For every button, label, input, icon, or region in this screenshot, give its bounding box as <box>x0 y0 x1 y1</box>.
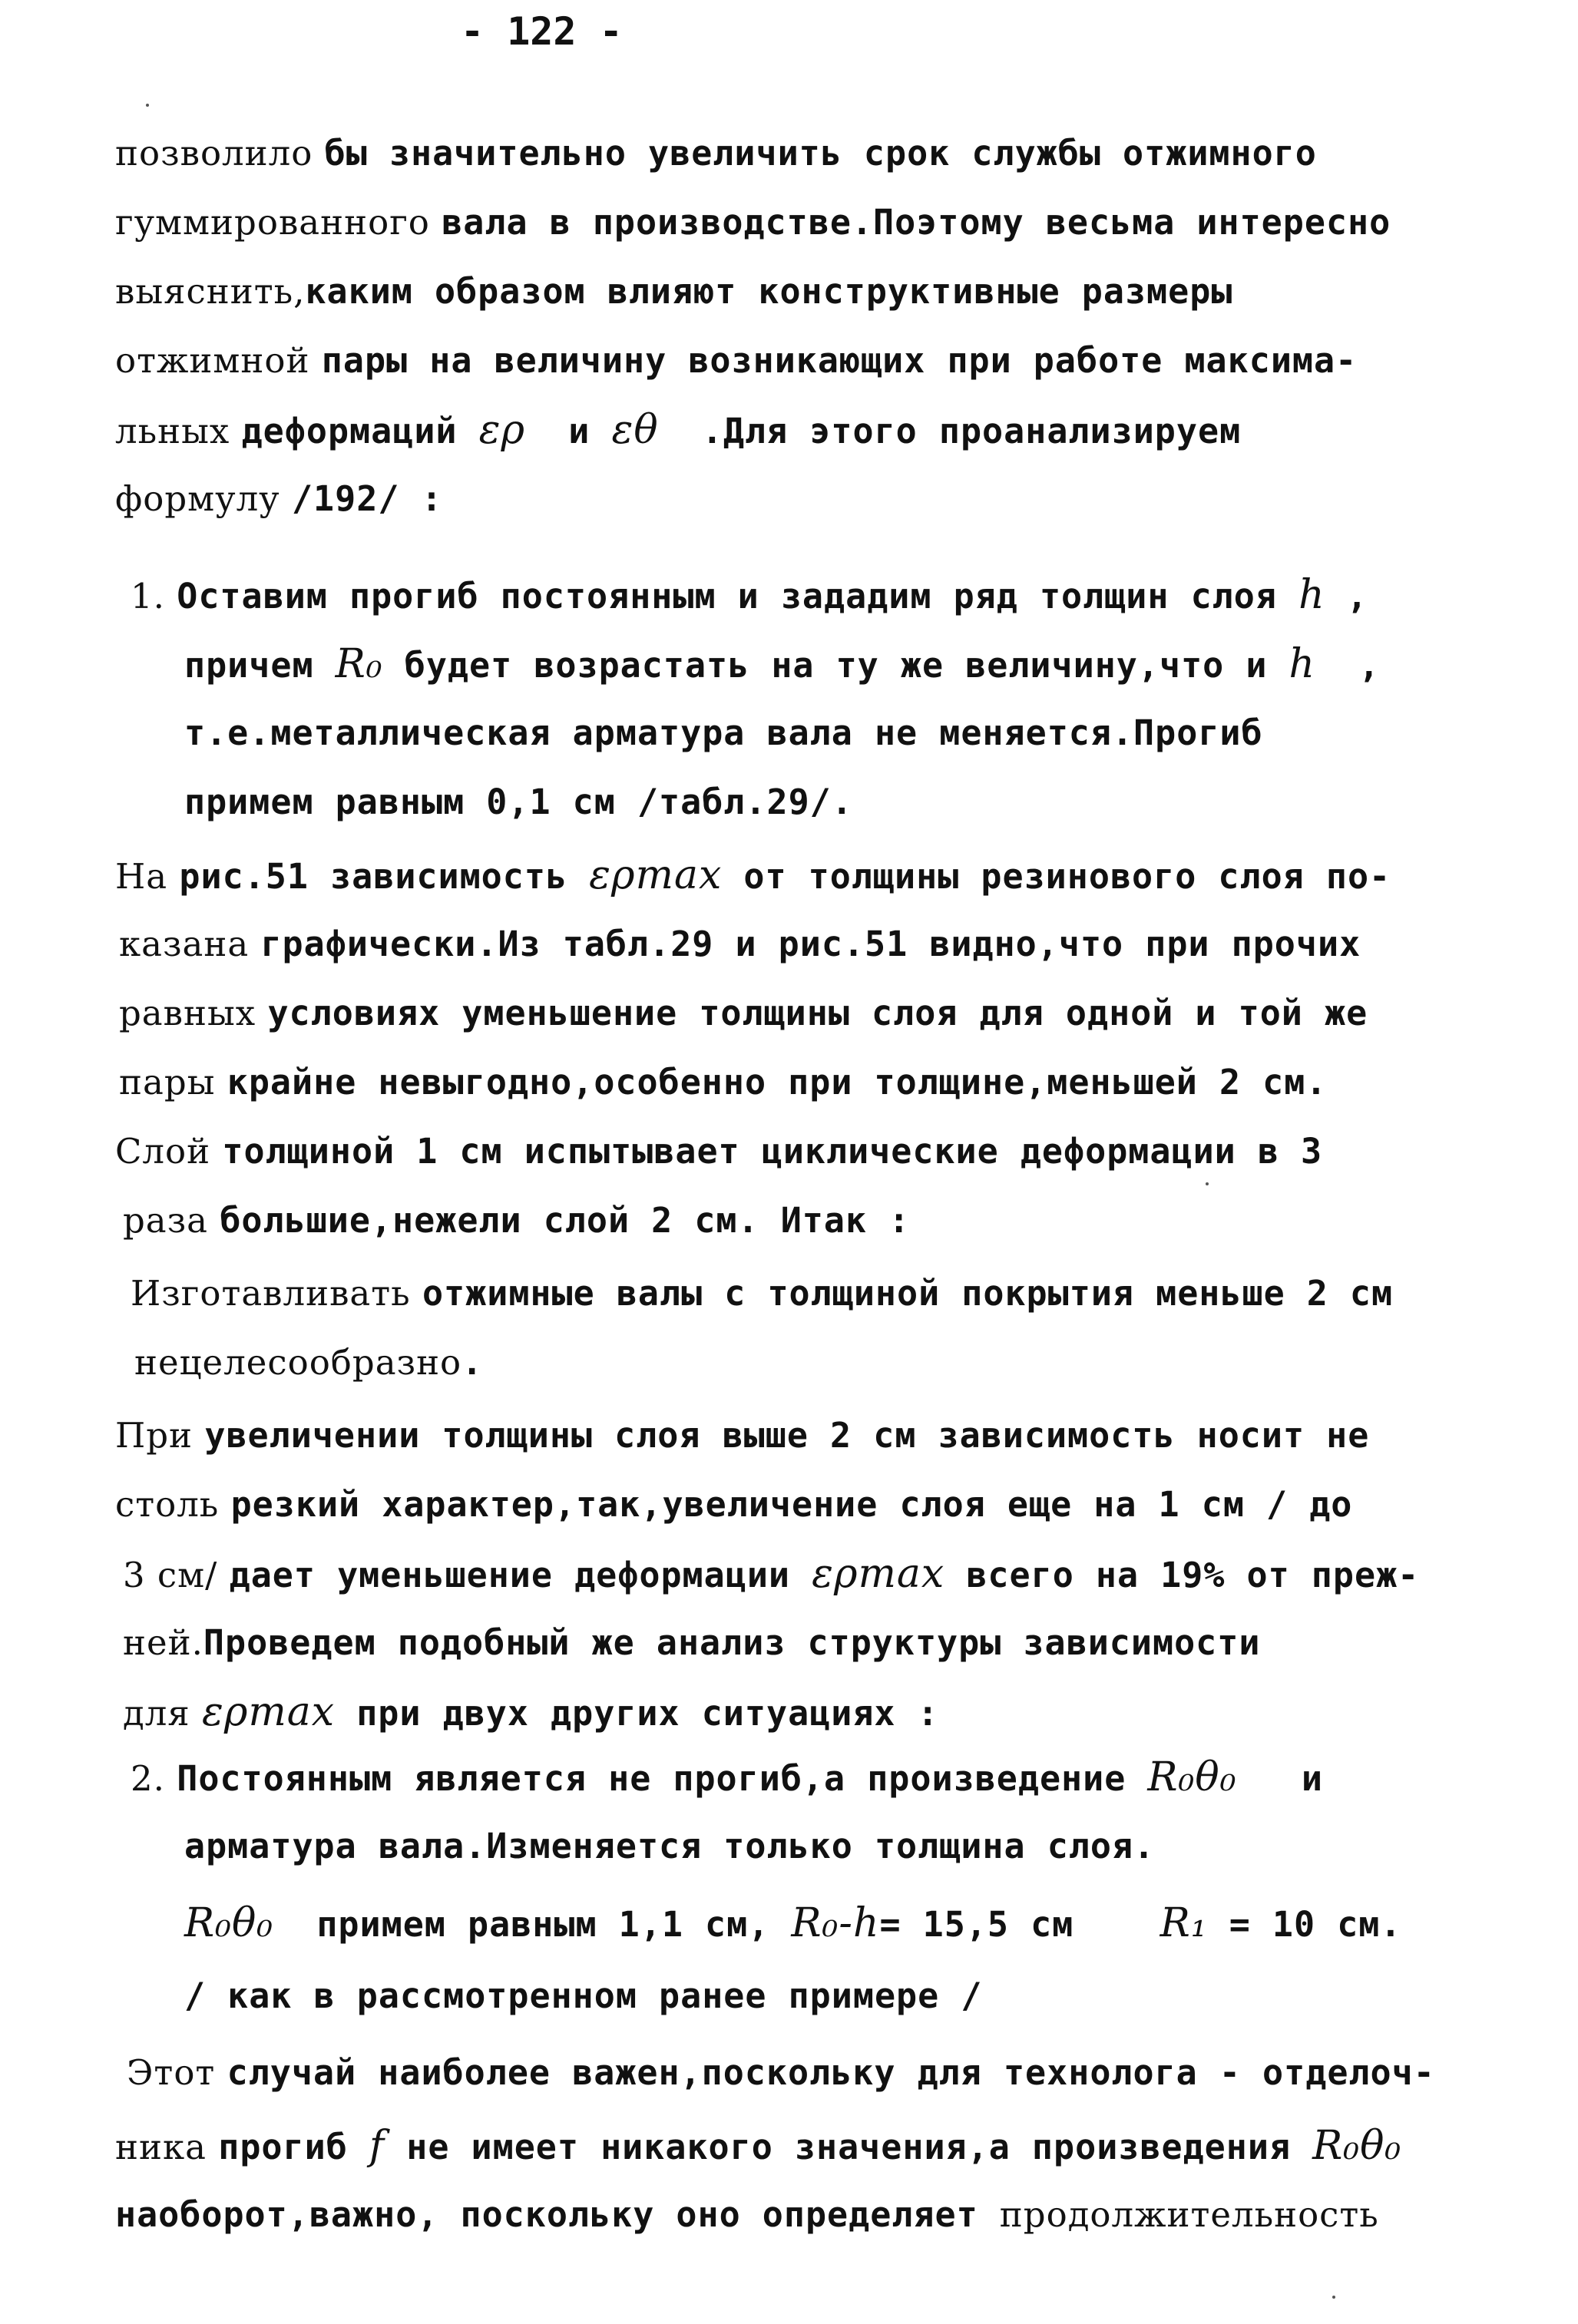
text-run: раза <box>123 1200 220 1241</box>
text-run: толщиной 1 см испытывает циклические деформации в 3 <box>222 1131 1323 1172</box>
handwritten-symbol: ερmax <box>202 1689 336 1735</box>
text-run: пары на величину возникающих при работе максима- <box>321 340 1358 381</box>
text-line <box>131 572 1368 620</box>
text-run: отжимные валы с толщиной покрытия меньше 2 см <box>422 1273 1394 1314</box>
text-run: прогиб <box>218 2127 369 2167</box>
handwritten-symbol: ερmax <box>812 1551 945 1597</box>
text-run: 1. <box>131 576 177 617</box>
text-run: случай наиболее важен,поскольку для технолога - отделоч- <box>227 2052 1435 2093</box>
text-run: каким образом влияют конструктивные размеры <box>305 271 1233 312</box>
text-run: продолжительность <box>999 2194 1379 2235</box>
text-run: т.е.металлическая арматура вала не меняется.Прогиб <box>184 712 1263 753</box>
handwritten-symbol: R₀θ₀ <box>1312 2123 1402 2169</box>
text-run: ней. <box>123 1622 203 1663</box>
text-run: Этот <box>127 2052 227 2093</box>
text-run: пары <box>119 1062 227 1102</box>
text-run: выяснить, <box>115 271 306 312</box>
handwritten-symbol: R₁ <box>1160 1900 1208 1946</box>
text-run: примем равным 1,1 см, <box>273 1904 792 1945</box>
text-line <box>115 2192 1379 2238</box>
text-run: равных <box>119 993 268 1033</box>
text-line <box>115 200 1391 246</box>
text-run: льных <box>115 411 242 451</box>
text-line <box>127 2050 1435 2096</box>
handwritten-symbol: ερmax <box>589 852 723 898</box>
text-run: 2. <box>131 1758 177 1799</box>
text-line <box>119 921 1361 967</box>
text-run: условиях уменьшение толщины слоя для одной и той же <box>267 993 1368 1033</box>
text-run: / как в рассмотренном ранее примере / <box>184 1975 983 2016</box>
text-run: всего на 19% от преж- <box>944 1555 1420 1595</box>
text-line <box>115 1413 1369 1459</box>
text-run: наоборот,важно, поскольку оно определяет <box>115 2194 1000 2235</box>
text-run: графически.Из табл.29 и рис.51 видно,что при прочих <box>260 924 1361 964</box>
text-run: 3 см/ <box>123 1555 230 1595</box>
text-run: На <box>115 856 180 897</box>
text-line <box>119 990 1368 1036</box>
text-run: Проведем подобный же анализ структуры зависимости <box>203 1622 1261 1663</box>
handwritten-symbol: h <box>1289 641 1316 687</box>
text-run: примем равным 0,1 см /табл.29/. <box>184 782 853 822</box>
text-run: позволило <box>115 133 325 174</box>
text-line <box>123 1689 939 1737</box>
text-run: резкий характер,так,увеличение слоя еще на 1 см / до <box>230 1484 1353 1525</box>
text-run: крайне невыгодно,особенно при толщине,меньшей 2 см. <box>227 1062 1328 1102</box>
text-run: не имеет никакого значения,а произведения <box>385 2127 1313 2167</box>
text-run: и <box>1236 1758 1323 1799</box>
text-line <box>115 1129 1322 1175</box>
text-run: будет возрастать на ту же величину,что и <box>382 645 1289 686</box>
text-run: Изготавливать <box>131 1273 422 1314</box>
text-line <box>119 1060 1327 1106</box>
text-run: Постоянным является не прогиб,а произведение <box>177 1758 1148 1799</box>
text-line <box>131 1271 1393 1317</box>
text-line <box>115 407 1241 455</box>
handwritten-symbol: R₀θ₀ <box>184 1900 274 1946</box>
text-line <box>184 1973 982 2019</box>
text-run: отжимной <box>115 340 322 381</box>
text-line <box>123 1198 910 1244</box>
text-run: для <box>123 1693 202 1734</box>
text-run: , <box>1325 576 1368 617</box>
page-number: - 122 - <box>461 9 623 54</box>
handwritten-symbol: R₀-h <box>791 1900 880 1946</box>
handwritten-symbol: R₀θ₀ <box>1147 1754 1237 1800</box>
text-line <box>184 1823 1155 1869</box>
text-run: увеличении толщины слоя выше 2 см зависимость носит не <box>204 1415 1370 1456</box>
scan-speck <box>146 104 149 107</box>
text-run: .Для этого проанализируем <box>658 411 1242 451</box>
text-line <box>134 1340 483 1386</box>
text-run: вала в производстве.Поэтому весьма интересно <box>442 202 1391 243</box>
text-run: /192/ : <box>291 478 443 519</box>
text-run: причем <box>184 645 336 686</box>
scan-speck <box>1332 2296 1335 2299</box>
text-line <box>115 2123 1401 2170</box>
text-run: При <box>115 1415 205 1456</box>
text-run: формулу <box>115 478 292 519</box>
text-line <box>115 131 1317 177</box>
text-line <box>184 710 1263 756</box>
text-run: деформаций <box>241 411 479 451</box>
text-run: Оставим прогиб постоянным и зададим ряд толщин слоя <box>177 576 1299 617</box>
text-run: рис.51 зависимость <box>179 856 590 897</box>
text-run: дает уменьшение деформации <box>229 1555 812 1595</box>
text-line <box>123 1620 1260 1666</box>
text-line <box>115 269 1232 315</box>
text-run: , <box>1315 645 1381 686</box>
handwritten-symbol: ερ <box>478 407 526 453</box>
handwritten-symbol: R₀ <box>335 641 383 687</box>
text-run: гуммированного <box>115 202 442 243</box>
text-line <box>115 338 1357 384</box>
text-line <box>131 1754 1323 1802</box>
text-run: ника <box>115 2127 219 2167</box>
text-run: арматура вала.Изменяется только толщина слоя. <box>184 1826 1156 1866</box>
handwritten-symbol: f <box>369 2123 385 2169</box>
text-run: столь <box>115 1484 231 1525</box>
handwritten-symbol: h <box>1298 572 1325 618</box>
text-run: бы значительно увеличить срок службы отжимного <box>324 133 1317 174</box>
text-run: Слой <box>115 1131 223 1172</box>
text-run: казана <box>119 924 261 964</box>
text-line <box>115 1482 1352 1528</box>
text-line <box>115 476 443 522</box>
text-run: от толщины резинового слоя по- <box>722 856 1391 897</box>
text-run: нецелесообразно <box>134 1342 462 1383</box>
text-line <box>184 779 853 825</box>
text-run: = 15,5 см <box>879 1904 1160 1945</box>
text-run: большие,нежели слой 2 см. Итак : <box>220 1200 911 1241</box>
text-run: и <box>525 411 612 451</box>
text-run: . <box>461 1342 484 1383</box>
scan-speck <box>1206 1182 1209 1185</box>
text-line <box>115 852 1391 900</box>
text-run: при двух других ситуациях : <box>335 1693 939 1734</box>
handwritten-symbol: εθ <box>611 407 659 453</box>
text-line <box>123 1551 1419 1598</box>
text-line <box>184 1900 1401 1948</box>
text-line <box>184 641 1380 689</box>
text-run: = 10 см. <box>1207 1904 1402 1945</box>
